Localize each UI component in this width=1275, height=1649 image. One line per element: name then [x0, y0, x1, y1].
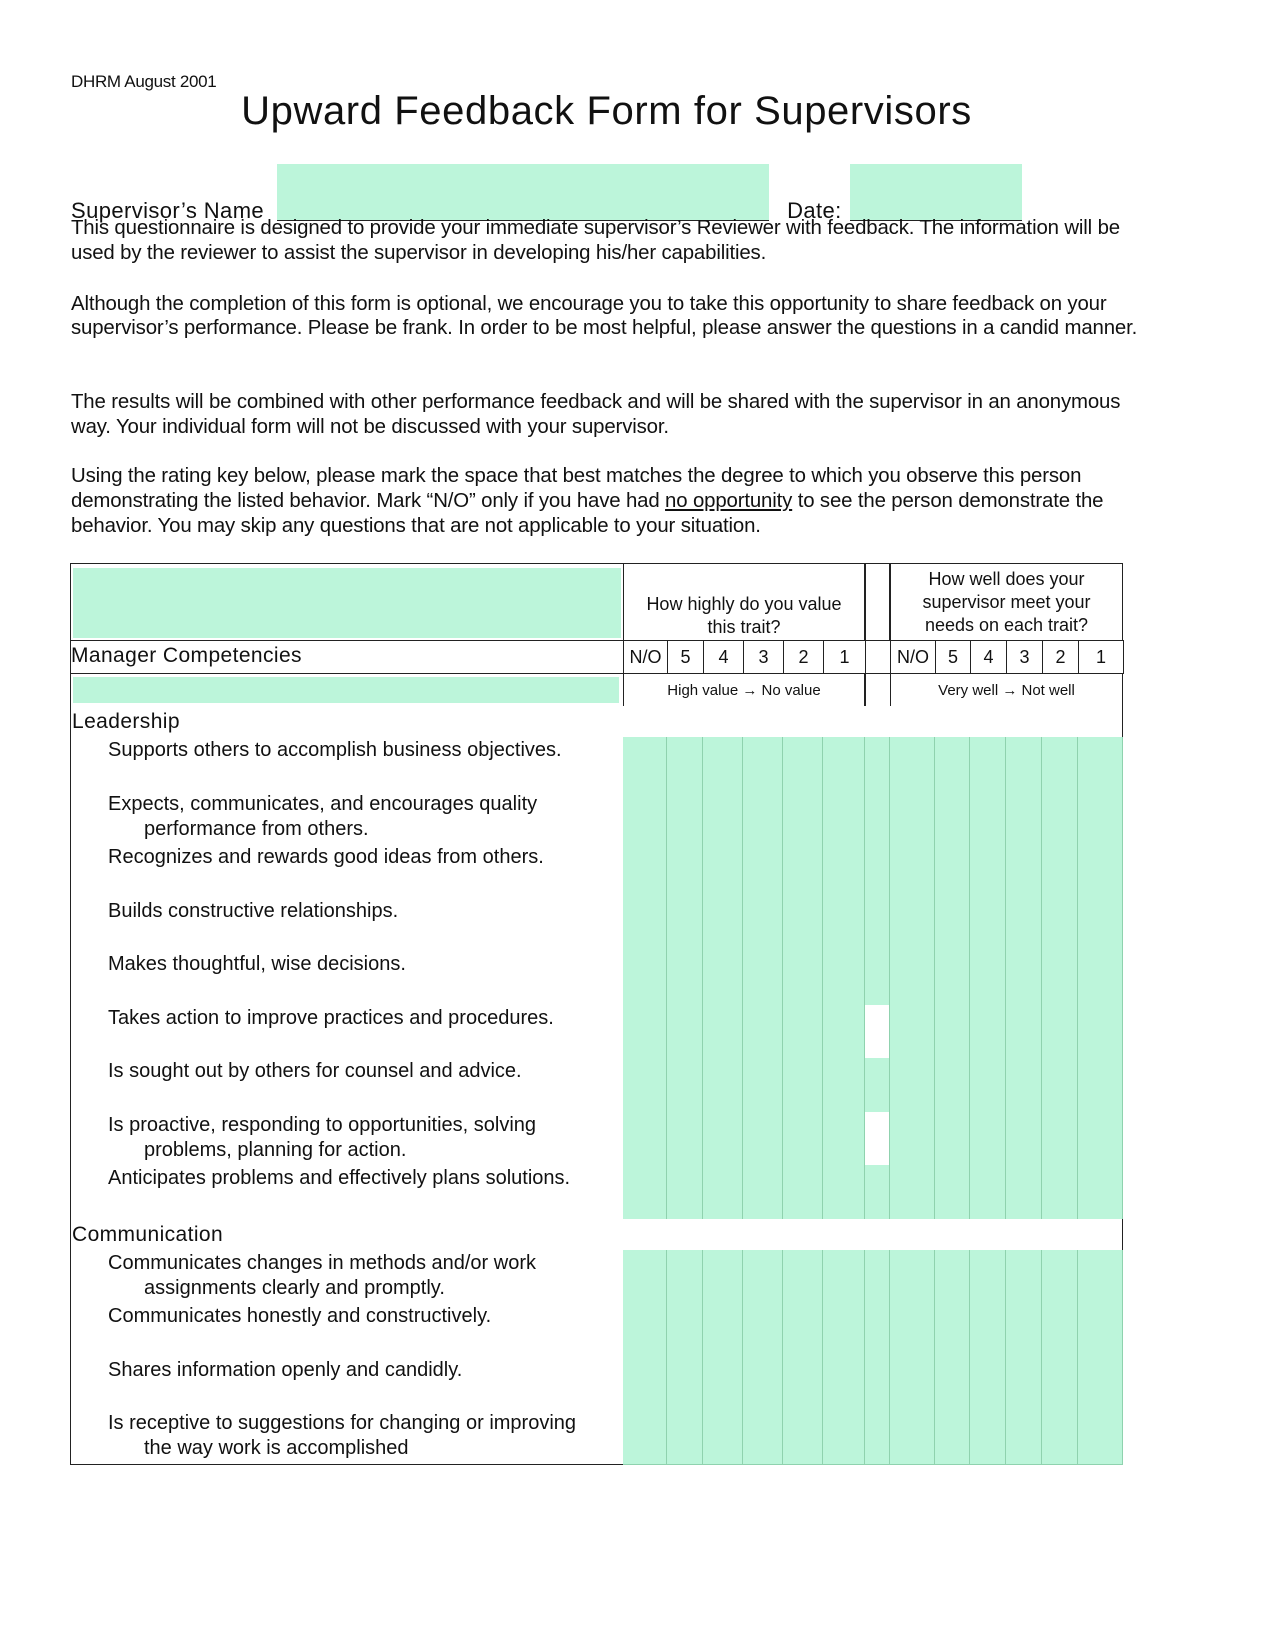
value-rating-2-cell[interactable]: [783, 1112, 823, 1167]
needs-rating-2-cell[interactable]: [1042, 1250, 1078, 1305]
intro-paragraph-purpose: This questionnaire is designed to provide your immediate supervisor’s Reviewer with feedback. The information will be used by the reviewer to assist the supervisor in developing his/her capabilities.: [71, 217, 1120, 264]
competency-text: Supports others to accomplish business objectives.: [108, 739, 562, 761]
separator-cell: [865, 1165, 890, 1220]
separator-cell: [865, 1058, 890, 1113]
needs-rating-no-cell[interactable]: [890, 1303, 935, 1358]
shaded-area: [73, 568, 621, 638]
value-rating-1-cell[interactable]: [823, 1250, 865, 1305]
needs-question-header: How well does your supervisor meet your needs on each trait?: [890, 563, 1123, 641]
value-rating-no-cell[interactable]: [623, 844, 667, 899]
value-rating-4-cell[interactable]: [703, 1058, 743, 1113]
needs-scale-no: N/O: [890, 640, 936, 674]
value-rating-no-cell[interactable]: [623, 1410, 667, 1465]
value-rating-4-cell[interactable]: [703, 844, 743, 899]
value-rating-no-cell[interactable]: [623, 737, 667, 792]
value-rating-5-cell[interactable]: [667, 1250, 703, 1305]
competency-row-label: [70, 898, 624, 953]
value-rating-3-cell[interactable]: [743, 1112, 783, 1167]
competency-row-label: [70, 844, 624, 899]
separator-cell: [865, 898, 890, 953]
needs-rating-4-cell[interactable]: [970, 1005, 1006, 1060]
needs-rating-5-cell[interactable]: [935, 1058, 970, 1113]
value-rating-2-cell[interactable]: [783, 1410, 823, 1465]
needs-scale-2: 2: [1042, 640, 1079, 674]
needs-rating-5-cell[interactable]: [935, 898, 970, 953]
needs-rating-no-cell[interactable]: [890, 951, 935, 1006]
form-revision: DHRM August 2001: [71, 72, 217, 91]
rating-table: [70, 563, 1123, 1465]
needs-rating-no-cell[interactable]: [890, 791, 935, 846]
competency-text: Shares information openly and candidly.: [108, 1358, 463, 1381]
competency-text: Communicates changes in methods and/or work assignments clearly and promptly.: [108, 1251, 536, 1299]
needs-rating-3-cell[interactable]: [1006, 1410, 1042, 1465]
needs-rating-4-cell[interactable]: [970, 1165, 1006, 1220]
needs-rating-no-cell[interactable]: [890, 1410, 935, 1465]
needs-rating-no-cell[interactable]: [890, 1005, 935, 1060]
no-opportunity-emphasis: no opportunity: [665, 490, 793, 512]
needs-rating-5-cell[interactable]: [935, 951, 970, 1006]
needs-scale-5: 5: [935, 640, 971, 674]
date-field[interactable]: [850, 164, 1022, 221]
value-rating-3-cell[interactable]: [743, 1410, 783, 1465]
shaded-area: [73, 677, 619, 703]
supervisor-name-field[interactable]: [277, 164, 769, 221]
needs-rating-1-cell[interactable]: [1078, 737, 1123, 792]
competency-text: Is proactive, responding to opportunities, solving problems, planning for action.: [108, 1113, 537, 1161]
value-rating-5-cell[interactable]: [667, 1165, 703, 1220]
needs-rating-2-cell[interactable]: [1042, 737, 1078, 792]
value-rating-5-cell[interactable]: [667, 791, 703, 846]
needs-rating-2-cell[interactable]: [1042, 844, 1078, 899]
needs-scale-1: 1: [1078, 640, 1124, 674]
value-rating-4-cell[interactable]: [703, 1165, 743, 1220]
value-rating-3-cell[interactable]: [743, 1357, 783, 1412]
value-rating-5-cell[interactable]: [667, 1005, 703, 1060]
value-scale-1: 1: [823, 640, 866, 674]
needs-rating-no-cell[interactable]: [890, 1165, 935, 1220]
value-rating-no-cell[interactable]: [623, 1058, 667, 1113]
needs-rating-no-cell[interactable]: [890, 1357, 935, 1412]
needs-rating-5-cell[interactable]: [935, 1357, 970, 1412]
value-rating-3-cell[interactable]: [743, 898, 783, 953]
needs-rating-3-cell[interactable]: [1006, 1112, 1042, 1167]
value-rating-1-cell[interactable]: [823, 791, 865, 846]
needs-rating-4-cell[interactable]: [970, 844, 1006, 899]
value-rating-1-cell[interactable]: [823, 1410, 865, 1465]
competency-row-label: [70, 1112, 624, 1167]
needs-rating-5-cell[interactable]: [935, 1005, 970, 1060]
needs-rating-no-cell[interactable]: [890, 844, 935, 899]
value-rating-2-cell[interactable]: [783, 737, 823, 792]
needs-rating-3-cell[interactable]: [1006, 898, 1042, 953]
value-rating-2-cell[interactable]: [783, 1058, 823, 1113]
separator-cell: [865, 1303, 890, 1358]
needs-rating-2-cell[interactable]: [1042, 1165, 1078, 1220]
value-rating-4-cell[interactable]: [703, 791, 743, 846]
value-scale-3: 3: [743, 640, 784, 674]
needs-rating-2-cell[interactable]: [1042, 1357, 1078, 1412]
value-rating-2-cell[interactable]: [783, 1250, 823, 1305]
value-rating-1-cell[interactable]: [823, 1165, 865, 1220]
value-rating-4-cell[interactable]: [703, 951, 743, 1006]
separator-cell: [865, 1410, 890, 1465]
intro-paragraph-instructions: Using the rating key below, please mark the space that best matches the degree to which you observe this person demonstrating the listed behavior. Mark “N/O” only if you have had no opportunity to see the person demonstrate the behavior. You may skip any questions that are not applicable to your situation.: [71, 465, 1104, 537]
value-rating-5-cell[interactable]: [667, 951, 703, 1006]
needs-rating-2-cell[interactable]: [1042, 1112, 1078, 1167]
manager-competencies-header: Manager Competencies: [70, 640, 624, 674]
needs-rating-3-cell[interactable]: [1006, 1250, 1042, 1305]
separator-cell: [865, 844, 890, 899]
key-separator: [865, 673, 891, 707]
competency-row-label: [70, 951, 624, 1006]
needs-rating-1-cell[interactable]: [1078, 1112, 1123, 1167]
needs-rating-3-cell[interactable]: [1006, 951, 1042, 1006]
needs-rating-2-cell[interactable]: [1042, 1303, 1078, 1358]
needs-rating-2-cell[interactable]: [1042, 791, 1078, 846]
value-rating-3-cell[interactable]: [743, 1250, 783, 1305]
needs-scale-4: 4: [970, 640, 1007, 674]
section-header-leadership: Leadership: [70, 706, 1123, 738]
value-rating-1-cell[interactable]: [823, 844, 865, 899]
needs-rating-3-cell[interactable]: [1006, 737, 1042, 792]
header-blank-cell: [70, 563, 624, 641]
value-rating-5-cell[interactable]: [667, 737, 703, 792]
needs-rating-1-cell[interactable]: [1078, 1250, 1123, 1305]
separator-cell: [865, 1005, 890, 1060]
value-rating-3-cell[interactable]: [743, 1005, 783, 1060]
value-rating-2-cell[interactable]: [783, 1357, 823, 1412]
value-rating-2-cell[interactable]: [783, 1165, 823, 1220]
value-rating-3-cell[interactable]: [743, 844, 783, 899]
needs-rating-5-cell[interactable]: [935, 1250, 970, 1305]
value-rating-3-cell[interactable]: [743, 737, 783, 792]
needs-key: Very well → Not well: [890, 673, 1123, 707]
value-rating-5-cell[interactable]: [667, 1058, 703, 1113]
needs-rating-no-cell[interactable]: [890, 898, 935, 953]
value-rating-2-cell[interactable]: [783, 791, 823, 846]
needs-rating-3-cell[interactable]: [1006, 844, 1042, 899]
value-rating-1-cell[interactable]: [823, 1112, 865, 1167]
key-blank-cell: [70, 673, 624, 707]
needs-rating-4-cell[interactable]: [970, 1112, 1006, 1167]
value-rating-2-cell[interactable]: [783, 898, 823, 953]
needs-rating-2-cell[interactable]: [1042, 898, 1078, 953]
needs-rating-5-cell[interactable]: [935, 1303, 970, 1358]
separator-cell: [865, 791, 890, 846]
value-rating-no-cell[interactable]: [623, 1165, 667, 1220]
value-rating-3-cell[interactable]: [743, 791, 783, 846]
date-label: Date:: [787, 198, 842, 223]
value-rating-no-cell[interactable]: [623, 951, 667, 1006]
competency-text: Recognizes and rewards good ideas from others.: [108, 846, 544, 868]
value-scale-5: 5: [667, 640, 704, 674]
competency-row-label: [70, 1005, 624, 1060]
separator-cell: [865, 737, 890, 792]
competency-row-label: [70, 1250, 624, 1305]
value-rating-2-cell[interactable]: [783, 1303, 823, 1358]
value-question-header: How highly do you value this trait?: [623, 563, 865, 641]
value-rating-1-cell[interactable]: [823, 737, 865, 792]
value-rating-3-cell[interactable]: [743, 1303, 783, 1358]
competency-text: Is sought out by others for counsel and advice.: [108, 1060, 522, 1082]
supervisor-name-label: Supervisor’s Name: [71, 198, 265, 223]
page-title: Upward Feedback Form for Supervisors: [241, 89, 972, 133]
value-rating-no-cell[interactable]: [623, 791, 667, 846]
value-rating-5-cell[interactable]: [667, 1303, 703, 1358]
competency-row-label: [70, 791, 624, 846]
value-rating-1-cell[interactable]: [823, 898, 865, 953]
competency-text: Takes action to improve practices and procedures.: [108, 1006, 554, 1029]
header-separator: [865, 640, 891, 674]
value-rating-5-cell[interactable]: [667, 844, 703, 899]
competency-row-label: [70, 737, 624, 792]
needs-rating-4-cell[interactable]: [970, 1303, 1006, 1358]
value-rating-5-cell[interactable]: [667, 898, 703, 953]
value-rating-4-cell[interactable]: [703, 1303, 743, 1358]
needs-rating-4-cell[interactable]: [970, 791, 1006, 846]
value-rating-1-cell[interactable]: [823, 1303, 865, 1358]
needs-rating-3-cell[interactable]: [1006, 1165, 1042, 1220]
competency-text: Builds constructive relationships.: [108, 899, 399, 922]
needs-rating-no-cell[interactable]: [890, 737, 935, 792]
needs-rating-1-cell[interactable]: [1078, 1357, 1123, 1412]
competency-row-label: [70, 1165, 624, 1220]
needs-rating-no-cell[interactable]: [890, 1112, 935, 1167]
value-rating-4-cell[interactable]: [703, 1005, 743, 1060]
value-rating-no-cell[interactable]: [623, 1303, 667, 1358]
value-rating-1-cell[interactable]: [823, 1357, 865, 1412]
header-separator: [865, 563, 890, 641]
needs-rating-3-cell[interactable]: [1006, 1303, 1042, 1358]
value-rating-4-cell[interactable]: [703, 737, 743, 792]
needs-rating-5-cell[interactable]: [935, 1165, 970, 1220]
supervisor-date-row: [71, 164, 1022, 224]
value-rating-5-cell[interactable]: [667, 1357, 703, 1412]
value-rating-no-cell[interactable]: [623, 1112, 667, 1167]
value-rating-1-cell[interactable]: [823, 951, 865, 1006]
value-rating-5-cell[interactable]: [667, 1410, 703, 1465]
needs-rating-1-cell[interactable]: [1078, 1058, 1123, 1113]
value-rating-4-cell[interactable]: [703, 1250, 743, 1305]
needs-rating-1-cell[interactable]: [1078, 1165, 1123, 1220]
value-rating-no-cell[interactable]: [623, 898, 667, 953]
needs-rating-4-cell[interactable]: [970, 1357, 1006, 1412]
needs-rating-5-cell[interactable]: [935, 737, 970, 792]
needs-rating-1-cell[interactable]: [1078, 1303, 1123, 1358]
value-rating-4-cell[interactable]: [703, 1357, 743, 1412]
needs-rating-5-cell[interactable]: [935, 844, 970, 899]
needs-scale-3: 3: [1006, 640, 1043, 674]
value-scale-2: 2: [783, 640, 824, 674]
needs-rating-2-cell[interactable]: [1042, 1058, 1078, 1113]
needs-rating-3-cell[interactable]: [1006, 791, 1042, 846]
intro-paragraph-anonymity: The results will be combined with other performance feedback and will be shared with the supervisor in an anonymous way. Your individual form will not be discussed with your supervisor.: [71, 391, 1121, 438]
competency-row-label: [70, 1410, 624, 1465]
needs-rating-3-cell[interactable]: [1006, 1357, 1042, 1412]
competency-text: Makes thoughtful, wise decisions.: [108, 953, 406, 975]
needs-rating-2-cell[interactable]: [1042, 1410, 1078, 1465]
needs-rating-no-cell[interactable]: [890, 1250, 935, 1305]
needs-rating-1-cell[interactable]: [1078, 1410, 1123, 1465]
value-rating-4-cell[interactable]: [703, 898, 743, 953]
needs-rating-1-cell[interactable]: [1078, 1005, 1123, 1060]
needs-rating-1-cell[interactable]: [1078, 951, 1123, 1006]
separator-cell: [865, 1357, 890, 1412]
needs-rating-1-cell[interactable]: [1078, 844, 1123, 899]
separator-cell: [865, 1112, 890, 1167]
value-scale-no: N/O: [623, 640, 668, 674]
needs-rating-5-cell[interactable]: [935, 1112, 970, 1167]
value-rating-2-cell[interactable]: [783, 951, 823, 1006]
separator-cell: [865, 1250, 890, 1305]
value-scale-4: 4: [703, 640, 744, 674]
competency-text: Communicates honestly and constructively.: [108, 1305, 492, 1327]
value-rating-2-cell[interactable]: [783, 844, 823, 899]
needs-rating-2-cell[interactable]: [1042, 1005, 1078, 1060]
value-key: High value → No value: [623, 673, 865, 707]
competency-text: Expects, communicates, and encourages quality performance from others.: [108, 792, 538, 840]
needs-rating-1-cell[interactable]: [1078, 791, 1123, 846]
needs-rating-5-cell[interactable]: [935, 791, 970, 846]
value-rating-4-cell[interactable]: [703, 1410, 743, 1465]
value-rating-3-cell[interactable]: [743, 1165, 783, 1220]
competency-text: Is receptive to suggestions for changing or improving the way work is accomplished: [108, 1412, 577, 1459]
value-rating-1-cell[interactable]: [823, 1005, 865, 1060]
competency-row-label: [70, 1303, 624, 1358]
value-rating-5-cell[interactable]: [667, 1112, 703, 1167]
value-rating-no-cell[interactable]: [623, 1005, 667, 1060]
needs-rating-5-cell[interactable]: [935, 1410, 970, 1465]
value-rating-1-cell[interactable]: [823, 1058, 865, 1113]
competency-text: Anticipates problems and effectively plans solutions.: [108, 1167, 571, 1189]
value-rating-3-cell[interactable]: [743, 1058, 783, 1113]
needs-rating-4-cell[interactable]: [970, 1250, 1006, 1305]
intro-paragraph-optional: Although the completion of this form is optional, we encourage you to take this opportunity to share feedback on your supervisor’s performance. Please be frank. In order to be most helpful, please answer the questions in a candid manner.: [71, 293, 1138, 339]
value-rating-no-cell[interactable]: [623, 1250, 667, 1305]
needs-rating-2-cell[interactable]: [1042, 951, 1078, 1006]
needs-rating-4-cell[interactable]: [970, 898, 1006, 953]
value-rating-2-cell[interactable]: [783, 1005, 823, 1060]
needs-rating-4-cell[interactable]: [970, 1410, 1006, 1465]
competency-row-label: [70, 1058, 624, 1113]
competency-row-label: [70, 1357, 624, 1412]
value-rating-4-cell[interactable]: [703, 1112, 743, 1167]
value-rating-3-cell[interactable]: [743, 951, 783, 1006]
separator-cell: [865, 951, 890, 1006]
needs-rating-3-cell[interactable]: [1006, 1005, 1042, 1060]
value-rating-no-cell[interactable]: [623, 1357, 667, 1412]
needs-rating-4-cell[interactable]: [970, 737, 1006, 792]
needs-rating-4-cell[interactable]: [970, 951, 1006, 1006]
needs-rating-no-cell[interactable]: [890, 1058, 935, 1113]
needs-rating-1-cell[interactable]: [1078, 898, 1123, 953]
needs-rating-4-cell[interactable]: [970, 1058, 1006, 1113]
section-header-communication: Communication: [70, 1219, 1123, 1251]
needs-rating-3-cell[interactable]: [1006, 1058, 1042, 1113]
